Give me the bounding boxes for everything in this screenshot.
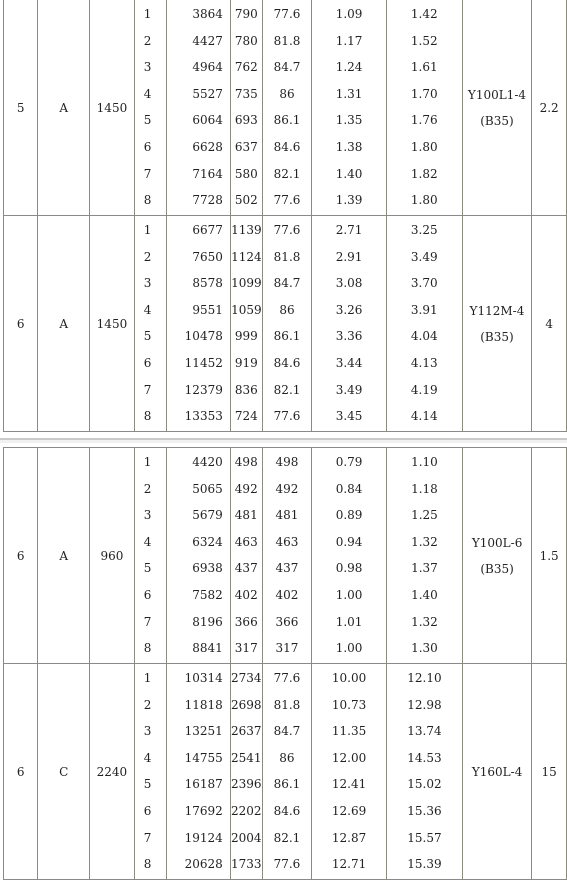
efficiency-value: 86.1 (273, 777, 301, 792)
airflow-value: 4964 (192, 60, 223, 75)
efficiency-value: 437 (275, 561, 299, 576)
shaft-power-value: 0.94 (335, 534, 363, 549)
motor-model-line: (B35) (480, 329, 514, 344)
shaft-power-value: 11.35 (331, 724, 367, 739)
shaft-power-value: 2.91 (335, 249, 363, 264)
shaft-power-value: 1.40 (335, 166, 363, 181)
shaft-power-value: 12.87 (331, 830, 367, 845)
efficiency-value: 84.7 (273, 60, 301, 75)
shaft-power-value: 12.41 (331, 777, 367, 792)
required-power-value: 1.82 (410, 166, 438, 181)
fan-group-row (4, 664, 567, 880)
fan-group-row (4, 216, 567, 432)
airflow-value: 11818 (184, 697, 223, 712)
required-power-value: 12.98 (407, 697, 442, 712)
airflow-value: 6324 (192, 534, 223, 549)
point-number: 4 (143, 302, 152, 317)
pressure-value: 498 (234, 455, 258, 469)
shaft-power-value: 1.31 (335, 86, 363, 101)
pressure-value: 790 (234, 7, 258, 21)
efficiency-value: 81.8 (273, 33, 301, 48)
pressure-value: 735 (234, 86, 258, 101)
point-number: 8 (143, 193, 152, 208)
airflow-value: 13251 (184, 724, 223, 739)
pressure-value: 1059 (231, 302, 262, 317)
fan-table-top (3, 0, 567, 432)
required-power-value-column (387, 448, 463, 664)
rotation-speed: 960 (90, 448, 135, 664)
required-power-value: 14.53 (407, 750, 442, 765)
point-number: 1 (143, 223, 152, 237)
efficiency-value-column (262, 664, 311, 880)
pressure-value: 919 (234, 355, 258, 370)
motor-model-line: Y160L-4 (471, 764, 523, 779)
fan-number: 6 (4, 216, 38, 432)
required-power-value: 3.49 (410, 249, 438, 264)
efficiency-value: 86 (279, 750, 295, 765)
required-power-value: 4.19 (410, 382, 438, 397)
motor-model-line: (B35) (480, 113, 514, 128)
point-number: 3 (143, 508, 152, 523)
required-power-value: 1.10 (411, 455, 438, 469)
point-number-column (134, 0, 167, 216)
shaft-power-value-column (312, 0, 387, 216)
efficiency-value: 86 (279, 302, 295, 317)
airflow-value: 5065 (192, 481, 223, 496)
shaft-power-value: 1.38 (335, 139, 363, 154)
fan-type: C (38, 664, 90, 880)
airflow-value: 9551 (192, 302, 223, 317)
point-number: 8 (143, 857, 152, 872)
pressure-value: 366 (234, 614, 258, 629)
shaft-power-value: 3.49 (335, 382, 363, 397)
point-number: 1 (143, 455, 152, 469)
point-number: 7 (143, 382, 152, 397)
pressure-value: 2698 (230, 697, 262, 712)
rotation-speed: 1450 (90, 0, 135, 216)
shaft-power-value: 12.69 (331, 803, 367, 818)
pressure-value: 2734 (230, 671, 262, 685)
airflow-value: 6628 (192, 139, 223, 154)
efficiency-value: 498 (275, 455, 299, 469)
required-power-value: 3.91 (410, 302, 438, 317)
point-number: 7 (143, 166, 152, 181)
shaft-power-value: 1.35 (335, 113, 363, 128)
motor-model-line: (B35) (480, 561, 514, 576)
efficiency-value: 84.6 (273, 803, 301, 818)
shaft-power-value: 0.89 (335, 508, 363, 523)
point-number: 4 (143, 750, 152, 765)
pressure-value: 1139 (231, 223, 262, 237)
required-power-value: 15.36 (407, 803, 442, 818)
motor-model-line: Y100L1-4 (467, 87, 527, 102)
airflow-value: 11452 (184, 355, 223, 370)
efficiency-value: 86 (279, 86, 295, 101)
pressure-value: 2541 (230, 750, 262, 765)
motor-power: 4 (532, 216, 567, 432)
airflow-value: 5679 (192, 508, 223, 523)
pressure-value: 437 (234, 561, 258, 576)
shaft-power-value: 12.71 (331, 857, 367, 872)
required-power-value: 12.10 (407, 671, 442, 685)
shaft-power-value: 1.09 (335, 7, 363, 21)
airflow-value: 17692 (184, 803, 223, 818)
required-power-value: 15.02 (407, 777, 442, 792)
pressure-value: 2396 (230, 777, 262, 792)
airflow-value: 13353 (184, 409, 223, 424)
point-number: 3 (143, 60, 152, 75)
required-power-value: 1.70 (410, 86, 438, 101)
efficiency-value: 402 (275, 587, 299, 602)
efficiency-value: 77.6 (273, 671, 301, 685)
airflow-value: 6677 (192, 223, 223, 237)
airflow-value-column (167, 0, 231, 216)
shaft-power-value: 12.00 (331, 750, 367, 765)
efficiency-value-column (262, 448, 311, 664)
efficiency-value: 77.6 (273, 223, 301, 237)
pressure-value: 2637 (230, 724, 262, 739)
airflow-value: 7728 (192, 193, 223, 208)
shaft-power-value: 3.36 (335, 329, 363, 344)
airflow-value-column (167, 216, 231, 432)
airflow-value: 20628 (184, 857, 223, 872)
pressure-value-column (230, 0, 262, 216)
motor-model-line: Y100L-6 (471, 535, 523, 550)
airflow-value: 14755 (184, 750, 223, 765)
airflow-value: 16187 (184, 777, 223, 792)
shaft-power-value: 3.08 (335, 276, 363, 291)
airflow-value: 19124 (184, 830, 223, 845)
required-power-value: 1.52 (410, 33, 438, 48)
required-power-value: 1.37 (411, 561, 438, 576)
point-number: 5 (143, 561, 152, 576)
efficiency-value-column (262, 216, 311, 432)
shaft-power-value: 10.73 (331, 697, 367, 712)
point-number: 6 (143, 139, 152, 154)
efficiency-value: 317 (275, 641, 299, 656)
required-power-value: 1.25 (411, 508, 438, 523)
required-power-value: 1.32 (411, 614, 438, 629)
pressure-value: 502 (234, 193, 258, 208)
point-number: 6 (143, 803, 152, 818)
efficiency-value: 82.1 (273, 382, 301, 397)
point-number: 4 (143, 86, 152, 101)
pressure-value: 999 (234, 329, 258, 344)
required-power-value: 1.76 (410, 113, 438, 128)
pressure-value: 463 (234, 534, 258, 549)
efficiency-value: 86.1 (273, 113, 301, 128)
required-power-value-column (387, 664, 463, 880)
point-number: 2 (143, 33, 152, 48)
pressure-value: 1733 (230, 857, 262, 872)
efficiency-value: 77.6 (273, 857, 301, 872)
point-number: 2 (143, 249, 152, 264)
shaft-power-value: 3.45 (335, 409, 363, 424)
required-power-value-column (386, 0, 462, 216)
airflow-value: 10314 (184, 671, 223, 685)
shaft-power-value: 2.71 (335, 223, 363, 237)
efficiency-value: 84.7 (273, 276, 301, 291)
fan-type: A (38, 0, 90, 216)
motor-model (462, 448, 531, 664)
point-number: 1 (143, 7, 152, 21)
pressure-value: 762 (234, 60, 258, 75)
shaft-power-value: 1.01 (335, 614, 363, 629)
required-power-value: 13.74 (407, 724, 442, 739)
shaft-power-value: 3.44 (335, 355, 363, 370)
pressure-value: 836 (234, 382, 258, 397)
pressure-value: 637 (234, 139, 258, 154)
efficiency-value: 481 (275, 508, 299, 523)
fan-number: 6 (4, 664, 38, 880)
efficiency-value: 84.7 (273, 724, 301, 739)
required-power-value: 1.18 (411, 481, 438, 496)
rotation-speed: 2240 (90, 664, 135, 880)
pressure-value: 317 (234, 641, 258, 656)
required-power-value: 1.30 (411, 641, 438, 656)
pressure-value: 402 (234, 587, 258, 602)
airflow-value: 8578 (192, 276, 223, 291)
efficiency-value: 366 (275, 614, 299, 629)
fan-group-row (4, 448, 567, 664)
required-power-value: 1.40 (411, 587, 438, 602)
shaft-power-value: 0.79 (335, 455, 363, 469)
efficiency-value: 81.8 (273, 697, 301, 712)
fan-number: 5 (4, 0, 38, 216)
shaft-power-value-column (312, 664, 387, 880)
point-number-column (134, 664, 167, 880)
motor-power: 15 (532, 664, 567, 880)
point-number: 3 (143, 724, 152, 739)
motor-model (462, 664, 531, 880)
efficiency-value: 77.6 (273, 409, 301, 424)
efficiency-value: 463 (275, 534, 299, 549)
point-number: 3 (143, 276, 152, 291)
airflow-value: 10478 (184, 329, 223, 344)
pressure-value-column (230, 216, 262, 432)
airflow-value: 7650 (192, 249, 223, 264)
pressure-value: 580 (234, 166, 258, 181)
shaft-power-value: 0.98 (335, 561, 363, 576)
point-number-column (134, 216, 167, 432)
airflow-value: 8841 (192, 641, 223, 656)
fan-table-bottom (3, 447, 567, 880)
airflow-value: 4427 (192, 33, 223, 48)
point-number: 6 (143, 355, 152, 370)
point-number: 5 (143, 329, 152, 344)
shaft-power-value: 0.84 (335, 481, 363, 496)
motor-model-line: Y112M-4 (469, 303, 525, 318)
point-number: 4 (143, 534, 152, 549)
pressure-value: 693 (234, 113, 258, 128)
shaft-power-value: 1.00 (335, 587, 363, 602)
airflow-value-column (167, 664, 231, 880)
required-power-value: 1.80 (410, 193, 438, 208)
airflow-value: 6938 (192, 561, 223, 576)
pressure-value-column (230, 664, 262, 880)
table-separator (0, 434, 567, 446)
point-number: 8 (143, 409, 152, 424)
point-number: 1 (143, 671, 152, 685)
point-number: 6 (143, 587, 152, 602)
required-power-value: 4.04 (410, 329, 438, 344)
shaft-power-value: 1.00 (335, 641, 363, 656)
shaft-power-value: 1.39 (335, 193, 363, 208)
efficiency-value: 84.6 (273, 355, 301, 370)
point-number-column (134, 448, 167, 664)
airflow-value: 8196 (192, 614, 223, 629)
fan-type: A (38, 216, 90, 432)
pressure-value: 1124 (231, 249, 262, 264)
point-number: 8 (143, 641, 152, 656)
required-power-value: 4.14 (410, 409, 438, 424)
shaft-power-value: 3.26 (335, 302, 363, 317)
pressure-value-column (230, 448, 262, 664)
required-power-value: 4.13 (410, 355, 438, 370)
shaft-power-value: 1.17 (335, 33, 363, 48)
table-body (4, 448, 567, 880)
point-number: 7 (143, 614, 152, 629)
airflow-value: 7164 (192, 166, 223, 181)
required-power-value: 1.80 (410, 139, 438, 154)
airflow-value-column (167, 448, 231, 664)
shaft-power-value-column (312, 216, 387, 432)
pressure-value: 724 (234, 409, 258, 424)
required-power-value: 15.39 (407, 857, 442, 872)
required-power-value: 15.57 (407, 830, 442, 845)
required-power-value-column (386, 216, 462, 432)
fan-type: A (38, 448, 90, 664)
point-number: 5 (143, 777, 152, 792)
required-power-value: 3.70 (410, 276, 438, 291)
efficiency-value: 492 (275, 481, 299, 496)
efficiency-value: 84.6 (273, 139, 301, 154)
airflow-value: 6064 (192, 113, 223, 128)
motor-power: 2.2 (532, 0, 567, 216)
rotation-speed: 1450 (90, 216, 135, 432)
pressure-value: 1099 (231, 276, 262, 291)
airflow-value: 7582 (192, 587, 223, 602)
efficiency-value: 82.1 (273, 166, 301, 181)
efficiency-value-column (262, 0, 311, 216)
efficiency-value: 77.6 (273, 7, 301, 21)
efficiency-value: 86.1 (273, 329, 301, 344)
pressure-value: 492 (234, 481, 258, 496)
pressure-value: 2202 (230, 803, 262, 818)
efficiency-value: 81.8 (273, 249, 301, 264)
shaft-power-value-column (312, 448, 387, 664)
efficiency-value: 77.6 (273, 193, 301, 208)
fan-group-row (4, 0, 567, 216)
required-power-value: 1.42 (410, 7, 438, 21)
efficiency-value: 82.1 (273, 830, 301, 845)
motor-model (462, 216, 532, 432)
airflow-value: 3864 (192, 7, 223, 21)
pressure-value: 481 (234, 508, 258, 523)
required-power-value: 1.61 (410, 60, 438, 75)
table-body (4, 0, 567, 432)
point-number: 2 (143, 481, 152, 496)
point-number: 5 (143, 113, 152, 128)
required-power-value: 3.25 (410, 223, 438, 237)
required-power-value: 1.32 (411, 534, 438, 549)
shaft-power-value: 1.24 (335, 60, 363, 75)
airflow-value: 12379 (184, 382, 223, 397)
airflow-value: 4420 (192, 455, 223, 469)
motor-model (462, 0, 532, 216)
pressure-value: 780 (234, 33, 258, 48)
fan-number: 6 (4, 448, 38, 664)
pressure-value: 2004 (230, 830, 262, 845)
point-number: 2 (143, 697, 152, 712)
shaft-power-value: 10.00 (331, 671, 367, 685)
point-number: 7 (143, 830, 152, 845)
motor-power: 1.5 (532, 448, 567, 664)
airflow-value: 5527 (192, 86, 223, 101)
